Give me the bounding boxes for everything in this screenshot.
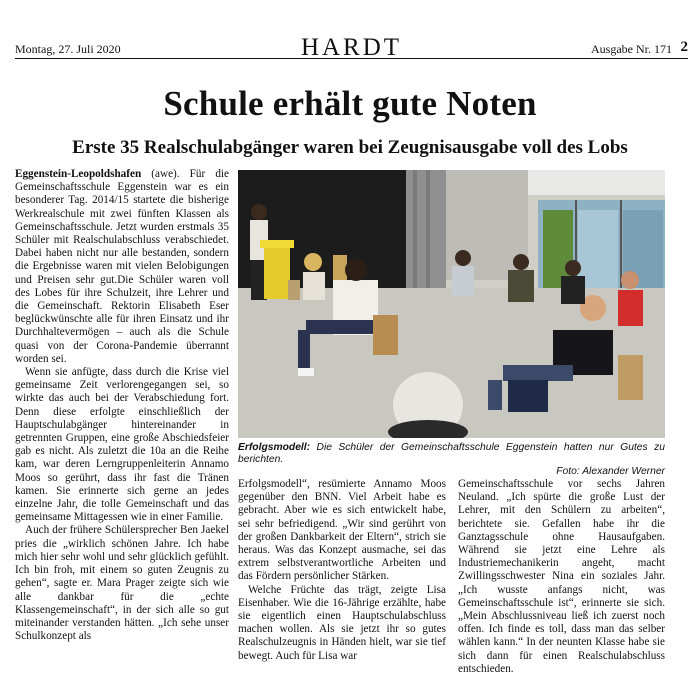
paragraph-4: Erfolgsmodell“, resümierte Annamo Moos gegenüber den BNN. Viel Arbeit habe es gebracht. Aber wie es sich entwickelt habe, sei sehr befriedigend. „Wir sind gerührt von der großen Dankbarkeit der Eltern“, strich sie heraus. Was das Konzept ausmache, sei das extrem selbstverantwortliche Arbeiten und das Fördern persönlicher Stärken.	[238, 478, 446, 583]
article-column-3	[458, 478, 665, 676]
caption-text: Die Schüler der Gemeinschaftsschule Eggenstein hatten nur Gutes zu berichten.	[238, 442, 665, 466]
dateline: Eggenstein-Leopoldshafen	[15, 168, 142, 180]
paragraph-2: Wenn sie anfügte, dass durch die Krise viel gemeinsame Zeit verlorengegangen sei, so wirkte das auch bei der Verabschiedung fort. Denn diese erfolgte einschließlich der Hauptschulabgänger hintereinander in getrennten Gruppen, eine große Abschiedsfeier gab es nicht. Als zuletzt die 10a an die Reihe kam, war deren Lerngruppenleiterin Annamo Moos so gerührt, dass ihr fast die Tränen kamen. Sie erinnerte sich gerne an jedes einzelne Jahr, die tolle Gemeinschaft und das gemeinsame Mittagessen wie in einer Familie.	[15, 366, 229, 524]
masthead-divider	[15, 58, 688, 59]
paragraph-1	[15, 168, 229, 366]
paragraph-1-text: (awe). Für die Gemeinschaftsschule Eggenstein war es ein besonderer Tag. 2014/15 startete die bisherige Werkrealschule mit zwei fünften Klassen als Gemeinschaftsschule. Jetzt wurden erstmals 35 Schüler mit Realschulabschluss verabschiedet. Dabei haben nicht nur alle bestanden, sondern die Ergebnisse waren mit vielen Belobigungen und Preisen sehr gut.Die Schüler waren voll des Lobes für ihre Schulzeit, ihre Lehrer und die Gemeinschaft. Rektorin Elisabeth Eser beglückwünschte alle für ihren Einsatz und ihr Durchhaltevermögen – auch als die Schule quasi von der Corona-Pandemie überrannt worden sei.	[15, 168, 229, 365]
classroom-photo-illustration	[238, 170, 665, 438]
issue-date: Montag, 27. Juli 2020	[15, 42, 121, 56]
article-column-2	[238, 478, 446, 663]
edition-number: Ausgabe Nr. 171	[591, 42, 672, 56]
article-column-1	[15, 168, 229, 643]
article-photo	[238, 170, 665, 438]
article-headline: Schule erhält gute Noten	[163, 84, 537, 123]
paragraph-6: Gemeinschaftsschule vor sechs Jahren Neuland. „Ich spürte die große Lust der Lehrer, mit den Schülern zu arbeiten“, berichtete sie. Gefallen habe ihr die Ganztagsschule ohne Hausaufgaben. Während sie jetzt eine Lehre als Industriemechanikerin angeht, macht Zwillingsschwester Nina ein soziales Jahr. „Ich wusste anfangs nicht, was Gemeinschaftsschule ist“, erinnerte sie sich. „Mein Abschlussniveau ließ ich zuerst noch offen. Ich finde es toll, dass man das selber wählen kann.“ In der neunten Klasse habe sie sich dann für einen Realschulabschluss entschieden.	[458, 478, 665, 675]
newspaper-title: HARDT	[300, 34, 403, 61]
photo-credit: Foto: Alexander Werner	[556, 466, 665, 478]
masthead	[15, 34, 688, 61]
article-subheadline: Erste 35 Realschulabgänger waren bei Zeugnisausgabe voll des Lobs	[72, 137, 628, 158]
page-number: 2	[680, 39, 688, 55]
paragraph-5: Welche Früchte das trägt, zeigte Lisa Eisenhaber. Wie die 16-Jährige erzählte, habe sie eigentlich einen Hauptschulabschluss machen wollen. Als sie jetzt ihr so gutes Realschulzeugnis in Händen hielt, war sie tief bewegt. Auch für Lisa war	[238, 583, 446, 662]
caption-label: Erfolgsmodell:	[238, 442, 311, 453]
photo-caption	[238, 442, 665, 479]
paragraph-3: Auch der frühere Schülersprecher Ben Jaekel pries die „wirklich schönen Jahre. Ich habe mich hier sehr wohl und sehr glücklich gefühlt. Ich bin froh, mit einem so guten Zeugnis zu gehen“, sagte er. Mara Prager zeigte sich wie alle dankbar für die „echte Klassengemeinschaft“, in der sich alle so gut miteinander verstanden hätten. „Ich sehe unser Schulkonzept als	[15, 524, 229, 643]
